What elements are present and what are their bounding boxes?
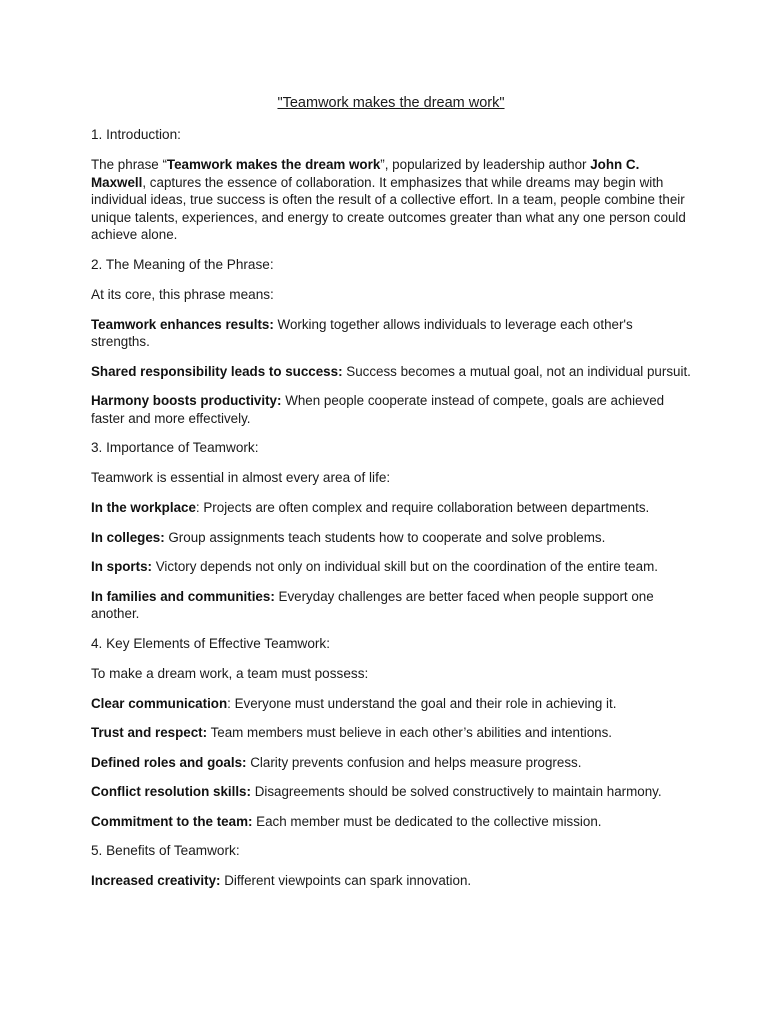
- document-title-text: "Teamwork makes the dream work": [277, 95, 505, 111]
- meaning-item: [91, 316, 691, 351]
- section-heading-introduction: 1. Introduction:: [91, 127, 181, 142]
- meaning-item: [91, 363, 691, 381]
- section-heading-benefits: 5. Benefits of Teamwork:: [91, 843, 240, 858]
- elements-item: [91, 783, 691, 801]
- item-desc: Everyday challenges are better faced when people support one another.: [91, 588, 654, 621]
- item-desc: Clarity prevents confusion and helps measure progress.: [246, 754, 582, 770]
- elements-item: [91, 695, 691, 713]
- intro-text-1: The phrase “: [91, 157, 167, 172]
- elements-item: [91, 754, 691, 772]
- section-heading-meaning: 2. The Meaning of the Phrase:: [91, 256, 274, 272]
- section-heading-elements: 4. Key Elements of Effective Teamwork:: [91, 635, 331, 651]
- introduction-paragraph: [91, 156, 691, 244]
- item-term: Commitment to the team:: [91, 813, 253, 829]
- importance-item: [91, 499, 691, 517]
- intro-text-2: ”, popularized by leadership author: [380, 157, 591, 172]
- importance-item: [91, 588, 691, 623]
- item-term: Teamwork enhances results:: [91, 316, 274, 332]
- item-term: In sports:: [91, 559, 153, 574]
- item-term: Clear communication: [91, 695, 228, 711]
- item-desc: Different viewpoints can spark innovation.: [220, 873, 472, 888]
- item-desc: Team members must believe in each other’s abilities and intentions.: [207, 725, 613, 740]
- elements-lead: To make a dream work, a team must possess:: [91, 665, 369, 681]
- item-term: Shared responsibility leads to success:: [91, 363, 343, 379]
- item-term: Conflict resolution skills:: [91, 784, 251, 799]
- item-term: Increased creativity:: [91, 873, 221, 888]
- importance-item: [91, 529, 691, 547]
- item-desc: When people cooperate instead of compete, goals are achieved faster and more effectively.: [91, 393, 665, 426]
- intro-text-3: , captures the essence of collaboration. It emphasizes that while dreams may begin with individual ideas, true success is often the result of a collective effort. In a team, people combine their unique talents, experiences, and energy to create outcomes greater than what any one person could achieve alone.: [91, 174, 686, 242]
- meaning-item: [91, 392, 691, 427]
- item-desc: Working together allows individuals to leverage each other's strengths.: [91, 316, 633, 349]
- document-title: [91, 94, 691, 112]
- item-desc: Each member must be dedicated to the collective mission.: [252, 813, 602, 829]
- item-desc: Group assignments teach students how to cooperate and solve problems.: [164, 529, 606, 545]
- item-desc: Disagreements should be solved constructively to maintain harmony.: [250, 784, 662, 799]
- item-term: In families and communities:: [91, 588, 275, 604]
- item-term: In colleges:: [91, 529, 165, 545]
- elements-item: [91, 813, 691, 831]
- item-term: In the workplace: [91, 500, 196, 515]
- meaning-lead: At its core, this phrase means:: [91, 286, 274, 302]
- elements-item: [91, 724, 691, 742]
- intro-bold-phrase: Teamwork makes the dream work: [166, 157, 381, 172]
- item-term: Defined roles and goals:: [91, 754, 247, 770]
- item-desc: : Everyone must understand the goal and their role in achieving it.: [227, 695, 617, 711]
- importance-item: [91, 558, 691, 576]
- item-desc: : Projects are often complex and require collaboration between departments.: [195, 500, 650, 515]
- item-term: Harmony boosts productivity:: [91, 393, 282, 408]
- item-desc: Success becomes a mutual goal, not an individual pursuit.: [342, 363, 691, 379]
- item-term: Trust and respect:: [91, 725, 208, 740]
- document-page: [91, 94, 691, 902]
- intro-bold-author: John C. Maxwell: [91, 157, 640, 190]
- item-desc: Victory depends not only on individual skill but on the coordination of the entire team.: [152, 559, 658, 574]
- importance-lead: Teamwork is essential in almost every area of life:: [91, 470, 391, 485]
- section-heading-importance: 3. Importance of Teamwork:: [91, 440, 259, 455]
- benefits-item: [91, 872, 691, 890]
